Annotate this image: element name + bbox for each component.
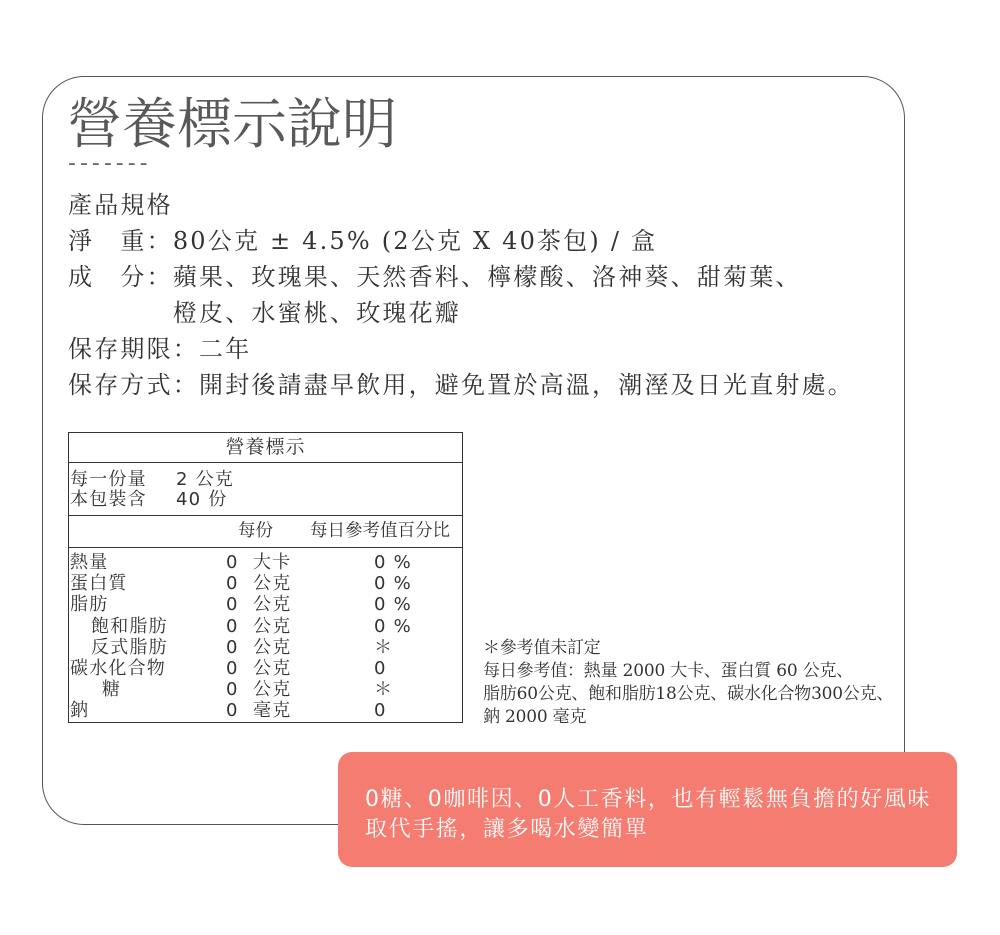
nutrient-unit: 公克 (253, 615, 292, 637)
nutrient-daily-value: ＊ (374, 636, 394, 658)
nutrient-row-saturated-fat (69, 616, 462, 637)
nutrient-amount: 0 (226, 657, 239, 679)
serving-info (69, 463, 462, 516)
column-headers (69, 516, 462, 548)
nutrient-unit: 大卡 (253, 552, 292, 573)
specs-heading: 產品規格 (68, 191, 173, 219)
per-serving-header: 每份 (238, 521, 273, 541)
servings-per-pack-label: 本包裝含 (70, 489, 147, 510)
nutrition-facts-table (68, 432, 463, 723)
serving-size-label: 每一份量 (70, 469, 147, 490)
nutrient-unit: 公克 (253, 636, 292, 658)
nutrient-row-calories (69, 552, 462, 573)
shelf-life-value: 二年 (199, 335, 252, 363)
nutrient-row-sugar (69, 679, 462, 700)
nutrient-daily-value: 0 (374, 700, 387, 722)
storage-value: 開封後請盡早飲用，避免置於高溫，潮溼及日光直射處。 (199, 371, 854, 399)
nutrient-name: 蛋白質 (70, 573, 128, 595)
nutrient-amount: 0 (226, 679, 239, 701)
nutrient-amount: 0 (226, 594, 239, 616)
storage-label: 保存方式： (68, 371, 199, 399)
nutrient-amount: 0 (226, 573, 239, 595)
nutrient-row-fat (69, 594, 462, 615)
note-line: 鈉 2000 毫克 (483, 707, 587, 727)
nutrition-table-title: 營養標示 (69, 433, 462, 463)
nutrient-amount: 0 (226, 700, 239, 722)
nutrient-name: 飽和脂肪 (91, 615, 168, 637)
title-divider: ------- (68, 151, 152, 176)
nutrient-rows (69, 548, 462, 722)
nutrient-daily-value: 0 % (374, 615, 412, 637)
nutrient-row-trans-fat (69, 637, 462, 658)
serving-size-value: 2 公克 (176, 469, 234, 490)
nutrient-daily-value: 0 (374, 657, 387, 679)
nutrient-amount: 0 (226, 636, 239, 658)
note-line: ＊參考值未訂定 (483, 638, 601, 658)
nutrient-name: 糖 (102, 679, 122, 701)
ingredients-line: 蘋果、玫瑰果、天然香料、檸檬酸、洛神葵、甜菊葉、 (172, 263, 802, 291)
nutrient-unit: 公克 (253, 679, 292, 701)
nutrient-daily-value: 0 % (374, 552, 412, 573)
nutrient-name: 碳水化合物 (70, 657, 166, 679)
nutrient-name: 熱量 (70, 552, 109, 573)
nutrient-unit: 毫克 (253, 700, 292, 722)
reference-notes (483, 637, 893, 729)
spec-row-storage (68, 367, 854, 403)
nutrient-amount: 0 (226, 615, 239, 637)
nutrient-row-carbohydrate (69, 658, 462, 679)
ingredients-value (173, 259, 802, 331)
net-weight-value: 80公克 ± 4.5% (2公克 X 40茶包) / 盒 (172, 227, 658, 255)
nutrient-amount: 0 (226, 552, 239, 573)
promo-line: 0糖、0咖啡因、0人工香料，也有輕鬆無負擔的好風味 (365, 787, 931, 812)
nutrient-name: 脂肪 (70, 594, 109, 616)
spec-row-net-weight (68, 223, 854, 259)
ingredients-line: 橙皮、水蜜桃、玫瑰花瓣 (172, 299, 462, 327)
ingredients-label: 成 分： (68, 263, 173, 291)
servings-per-pack-row (70, 490, 462, 510)
product-specs (68, 187, 854, 403)
nutrient-unit: 公克 (253, 594, 292, 616)
nutrient-row-protein (69, 573, 462, 594)
net-weight-label: 淨 重： (68, 227, 173, 255)
page-title: 營養標示說明 (67, 92, 398, 156)
spec-row-ingredients (68, 259, 854, 331)
servings-per-pack-value: 40 份 (176, 489, 228, 510)
serving-size-row (70, 470, 462, 490)
nutrient-name: 鈉 (70, 700, 90, 722)
note-line: 脂肪60公克、飽和脂肪18公克、碳水化合物300公克、 (483, 684, 894, 704)
spec-row-shelf-life (68, 331, 854, 367)
daily-value-header: 每日參考值百分比 (310, 521, 450, 541)
nutrient-name: 反式脂肪 (91, 636, 168, 658)
nutrient-daily-value: ＊ (374, 679, 394, 701)
nutrient-unit: 公克 (253, 657, 292, 679)
promo-line: 取代手搖，讓多喝水變簡單 (365, 817, 649, 842)
nutrient-daily-value: 0 % (374, 573, 412, 595)
nutrient-row-sodium (69, 700, 462, 721)
promo-banner (338, 752, 957, 867)
nutrient-unit: 公克 (253, 573, 292, 595)
note-line: 每日參考值：熱量 2000 大卡、蛋白質 60 公克、 (483, 661, 854, 681)
nutrient-daily-value: 0 % (374, 594, 412, 616)
shelf-life-label: 保存期限： (68, 335, 199, 363)
